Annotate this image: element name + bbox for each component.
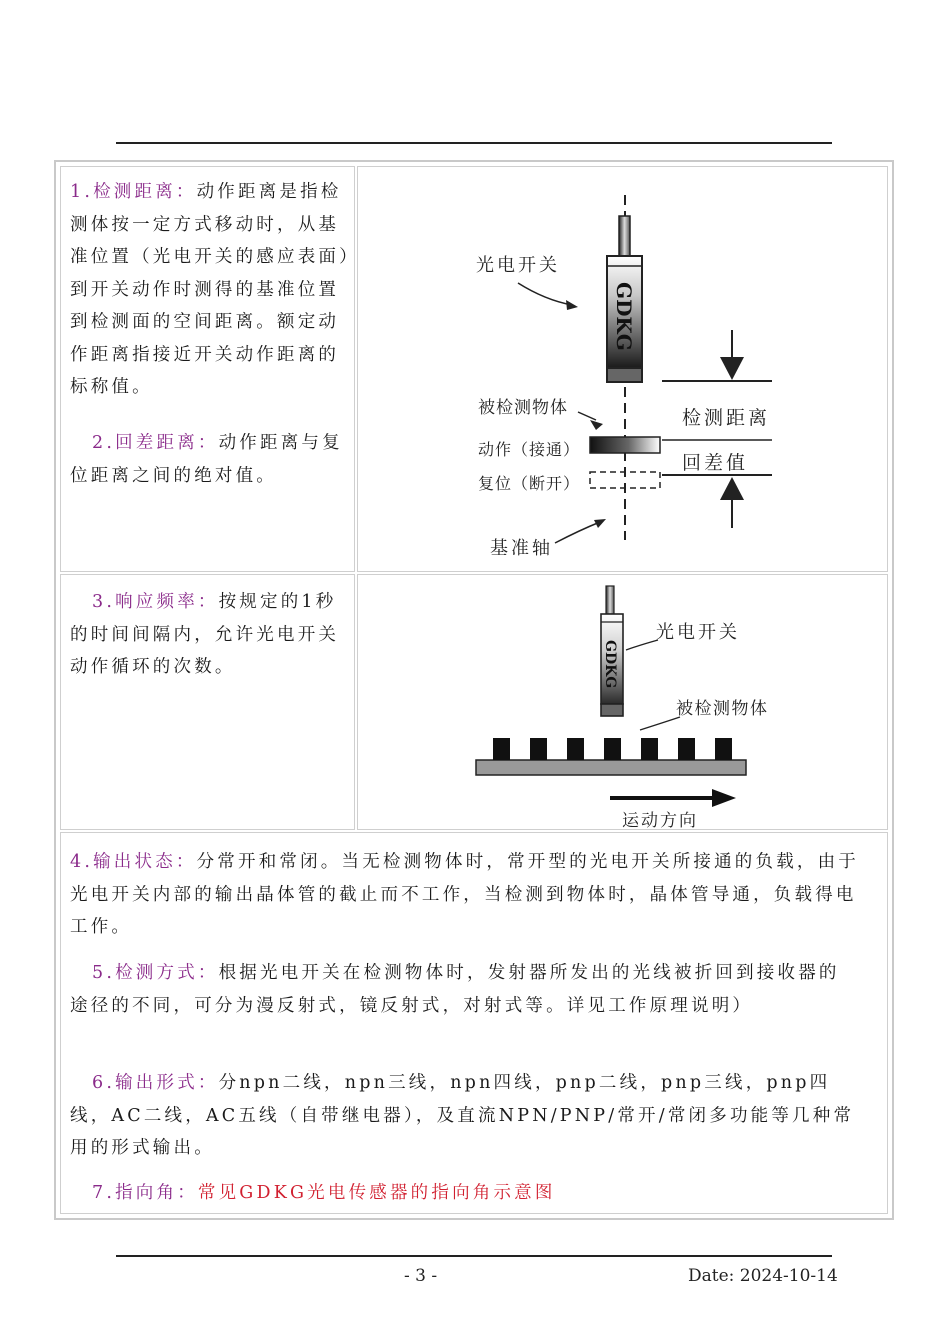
section-7-paragraph <box>70 1177 860 1210</box>
diagram1-hysteresis-label: 回差值 <box>682 452 749 474</box>
conveyor-object <box>530 738 547 760</box>
object-pointer-line <box>578 412 596 420</box>
section-2-heading: 2.回差距离： <box>92 433 219 453</box>
page-number: - 3 - <box>404 1266 438 1286</box>
conveyor-object <box>567 738 584 760</box>
detection-distance-diagram <box>0 0 950 600</box>
axis-pointer-line <box>555 522 600 543</box>
direction-arrow-head <box>712 789 736 807</box>
section-1-heading: 1.检测距离： <box>70 182 197 202</box>
sensor-head <box>607 368 642 382</box>
section-5-heading: 5.检测方式： <box>92 963 219 983</box>
conveyor-base <box>476 760 746 775</box>
section-1-body: 动作距离是指检测体按一定方式移动时，从基准位置（光电开关的感应表面）到开关动作时测得的基准位置到检测面的空间距离。额定动作距离指接近开关动作距离的标称值。 <box>70 182 352 397</box>
conveyor-object <box>715 738 732 760</box>
section-3-body: 按规定的1秒的时间间隔内，允许光电开关动作循环的次数。 <box>70 592 340 677</box>
diagram2-object-label: 被检测物体 <box>676 699 769 719</box>
section-3-heading: 3.响应频率： <box>92 592 219 612</box>
diagram2-switch-label: 光电开关 <box>656 622 740 643</box>
sensor2-head <box>601 704 623 716</box>
diagram1-distance-label: 检测距离 <box>682 407 771 429</box>
diagram1-reset-label: 复位（断开） <box>478 474 581 493</box>
section-4-paragraph <box>70 846 860 944</box>
conveyor-object <box>604 738 621 760</box>
section-2-body: 动作距离与复位距离之间的绝对值。 <box>70 433 343 486</box>
section-6-body: 分npn二线，npn三线，npn四线，pnp二线，pnp三线，pnp四线，AC二线，AC五线（自带继电器），及直流NPN/PNP/常开/常闭多功能等几种常用的形式输出。 <box>70 1073 855 1158</box>
section-6-heading: 6.输出形式： <box>92 1073 219 1093</box>
sensor-brand-label: GDKG <box>612 282 636 351</box>
switch2-pointer-line <box>626 640 658 650</box>
sensor-cable <box>619 216 630 256</box>
section-4-body: 分常开和常闭。当无检测物体时，常开型的光电开关所接通的负载，由于光电开关内部的输出晶体管的截止而不工作，当检测到物体时，晶体管导通，负载得电工作。 <box>70 852 860 937</box>
object2-pointer-line <box>640 717 680 730</box>
footer-date: Date: 2024-10-14 <box>688 1266 838 1286</box>
conveyor-object <box>493 738 510 760</box>
diagram1-axis-label: 基准轴 <box>490 538 553 559</box>
conveyor-object <box>678 738 695 760</box>
response-frequency-diagram <box>0 570 950 840</box>
distance-arrow-down <box>720 357 744 380</box>
section-7-body: 常见GDKG光电传感器的指向角示意图 <box>197 1183 556 1203</box>
switch-pointer-line <box>518 283 572 305</box>
conveyor-object <box>641 738 658 760</box>
section-6-paragraph <box>70 1067 860 1165</box>
sensor2-cable <box>606 586 614 614</box>
sensor2-brand-label: GDKG <box>602 640 618 689</box>
object-action-position <box>590 437 660 453</box>
distance-arrow-up <box>720 477 744 500</box>
section-7-heading: 7.指向角： <box>92 1183 198 1203</box>
diagram1-switch-label: 光电开关 <box>476 255 560 276</box>
conveyor-objects <box>493 738 732 760</box>
footer-rule <box>116 1255 832 1257</box>
diagram1-action-label: 动作（接通） <box>478 440 581 459</box>
section-5-body: 根据光电开关在检测物体时，发射器所发出的光线被折回到接收器的途径的不同，可分为漫反射式，镜反射式，对射式等。详见工作原理说明） <box>70 963 840 1016</box>
diagram2-direction-label: 运动方向 <box>622 811 698 831</box>
diagram1-object-label: 被检测物体 <box>478 398 568 418</box>
section-4-heading: 4.输出状态： <box>70 852 197 872</box>
section-5-paragraph <box>70 957 860 1022</box>
